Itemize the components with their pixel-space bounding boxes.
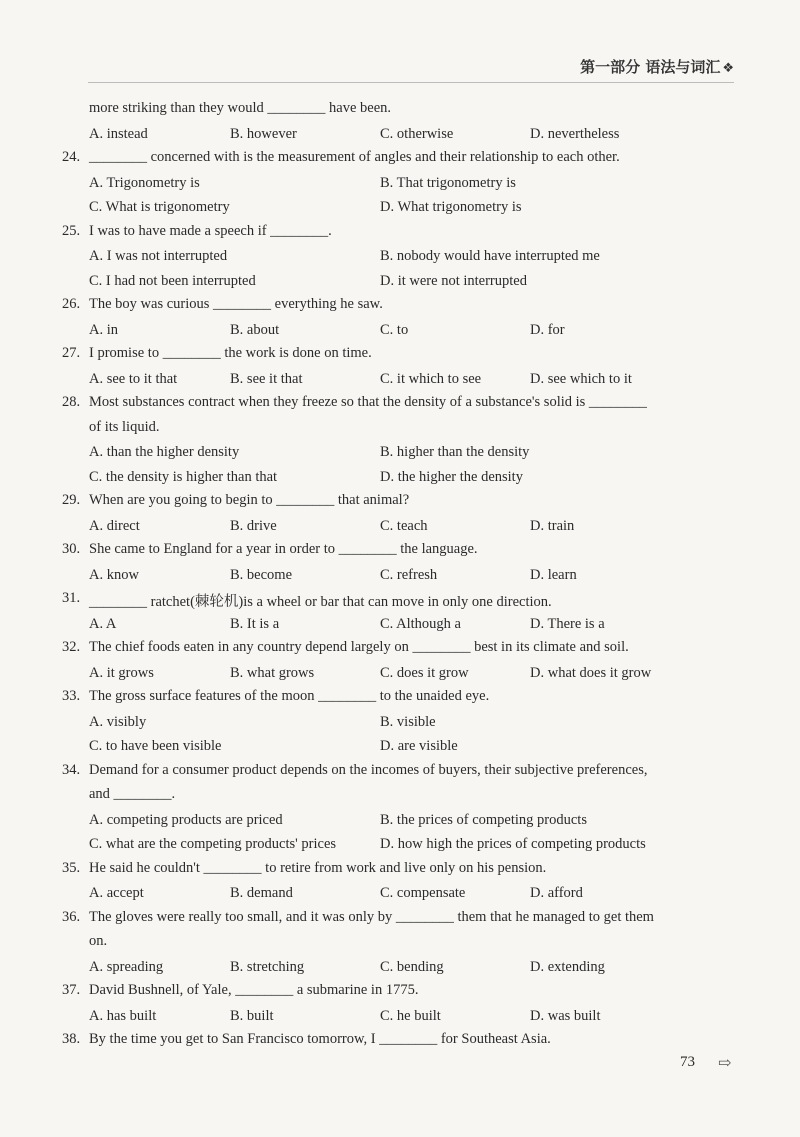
answer-option: A. than the higher density [89, 444, 240, 460]
answer-option: B. It is a [230, 615, 280, 632]
question-number: 36. [62, 908, 81, 925]
answer-option: C. he built [380, 1007, 441, 1024]
question-text: I promise to ________ the work is done on time. [89, 345, 372, 361]
answer-option: B. the prices of competing products [380, 811, 587, 828]
answer-option: B. built [230, 1007, 274, 1024]
answer-option: B. demand [230, 885, 293, 901]
answer-option: A. visibly [89, 713, 147, 730]
answer-option: A. it grows [89, 664, 154, 681]
question-number: 32. [62, 639, 81, 655]
answer-option: C. to have been visible [89, 738, 222, 754]
question-text: I was to have made a speech if ________. [89, 222, 332, 239]
section-title [580, 56, 734, 77]
question-text-continued: more striking than they would ________ have been. [89, 100, 392, 116]
answer-option: B. however [230, 125, 297, 142]
option-row [0, 809, 800, 834]
question-line [0, 147, 800, 172]
answer-option: B. what grows [230, 664, 315, 681]
option-row [0, 613, 800, 638]
option-row [0, 515, 800, 540]
question-number: 31. [62, 590, 81, 606]
option-row [0, 662, 800, 687]
question-text-continued: and ________. [89, 786, 176, 802]
answer-option: B. visible [380, 713, 436, 730]
question-text-continued: on. [89, 933, 108, 949]
question-number: 27. [62, 345, 81, 361]
section-title-text: 第一部分 语法与词汇 [580, 58, 721, 76]
question-number: 28. [62, 394, 81, 410]
question-text: Most substances contract when they freeze so that the density of a substance's solid is ________ [89, 394, 647, 410]
answer-option: A. A [89, 615, 117, 632]
question-line [0, 294, 800, 319]
question-line [0, 1029, 800, 1054]
answer-option: A. spreading [89, 958, 164, 975]
option-row [0, 466, 800, 491]
question-text: The boy was curious ________ everything he saw. [89, 296, 383, 312]
answer-option: C. What is trigonometry [89, 199, 230, 215]
question-line [0, 637, 800, 662]
question-number: 37. [62, 982, 81, 998]
answer-option: B. drive [230, 517, 277, 534]
question-line [0, 392, 800, 417]
answer-option: C. does it grow [380, 664, 469, 681]
answer-option: C. teach [380, 517, 428, 534]
answer-option: B. stretching [230, 958, 305, 975]
question-text: The chief foods eaten in any country depend largely on ________ best in its climate and soil. [89, 639, 629, 655]
answer-option: D. the higher the density [380, 468, 523, 485]
question-text: ________ concerned with is the measurement of angles and their relationship to each other. [89, 149, 620, 165]
answer-option: D. was built [530, 1007, 601, 1024]
question-line [0, 588, 800, 613]
option-row [0, 882, 800, 907]
answer-option: D. extending [530, 958, 605, 975]
question-number: 38. [62, 1031, 81, 1047]
answer-option: D. it were not interrupted [380, 272, 527, 289]
question-number: 34. [62, 761, 81, 778]
question-text: The gloves were really too small, and it was only by ________ them that he managed to get them [89, 908, 654, 925]
question-number: 33. [62, 688, 81, 704]
answer-option: D. afford [530, 885, 583, 901]
question-continuation [0, 784, 800, 809]
answer-option: C. refresh [380, 566, 438, 583]
answer-option: D. What trigonometry is [380, 199, 522, 215]
question-text: When are you going to begin to ________ that animal? [89, 492, 410, 508]
question-line [0, 858, 800, 883]
question-continuation [0, 417, 800, 442]
option-row [0, 1005, 800, 1030]
answer-option: B. higher than the density [380, 444, 530, 460]
option-row [0, 833, 800, 858]
option-row [0, 441, 800, 466]
answer-option: D. learn [530, 566, 577, 583]
answer-option: A. competing products are priced [89, 811, 283, 828]
option-row [0, 368, 800, 393]
question-number: 35. [62, 859, 81, 876]
answer-option: C. compensate [380, 885, 466, 901]
answer-option: D. what does it grow [530, 664, 652, 681]
question-number: 29. [62, 492, 81, 508]
question-text: He said he couldn't ________ to retire from work and live only on his pension. [89, 859, 547, 876]
answer-option: A. know [89, 566, 139, 583]
next-page-arrow-icon: ⇨ [718, 1055, 732, 1072]
answer-option: C. I had not been interrupted [89, 272, 256, 289]
answer-option: B. become [230, 566, 293, 583]
question-text: The gross surface features of the moon ________ to the unaided eye. [89, 688, 490, 704]
question-text: David Bushnell, of Yale, ________ a submarine in 1775. [89, 982, 419, 998]
answer-option: C. it which to see [380, 370, 482, 387]
question-line [0, 539, 800, 564]
answer-option: A. see to it that [89, 370, 178, 387]
answer-option: A. direct [89, 517, 140, 534]
option-row [0, 956, 800, 981]
question-line [0, 490, 800, 515]
answer-option: D. train [530, 517, 575, 534]
answer-option: A. in [89, 321, 118, 338]
question-line [0, 686, 800, 711]
answer-option: A. Trigonometry is [89, 174, 200, 191]
answer-option: D. see which to it [530, 370, 632, 387]
answer-option: D. are visible [380, 738, 458, 754]
question-line [0, 980, 800, 1005]
answer-option: D. for [530, 321, 565, 338]
question-text: ________ ratchet(棘轮机)is a wheel or bar that can move in only one direction. [89, 594, 552, 610]
question-line [0, 760, 800, 785]
answer-option: D. There is a [530, 615, 605, 632]
question-continuation [0, 931, 800, 956]
question-line [0, 343, 800, 368]
question-number: 24. [62, 149, 81, 165]
option-row [0, 196, 800, 221]
answer-option: D. how high the prices of competing products [380, 836, 646, 852]
question-line [0, 221, 800, 246]
question-text: By the time you get to San Francisco tomorrow, I ________ for Southeast Asia. [89, 1031, 551, 1047]
answer-option: C. otherwise [380, 125, 454, 142]
option-row [0, 319, 800, 344]
option-row [0, 735, 800, 760]
option-row [0, 270, 800, 295]
answer-option: B. see it that [230, 370, 303, 387]
answer-option: C. what are the competing products' prices [89, 836, 337, 852]
question-continuation [0, 98, 800, 123]
answer-option: D. nevertheless [530, 125, 620, 142]
question-text: She came to England for a year in order to ________ the language. [89, 541, 478, 557]
page-header [88, 52, 734, 83]
option-row [0, 172, 800, 197]
option-row [0, 245, 800, 270]
option-row [0, 123, 800, 148]
diamond-ornament-icon: ❖ [722, 61, 734, 76]
answer-option: A. accept [89, 885, 144, 901]
option-row [0, 564, 800, 589]
question-number: 25. [62, 222, 81, 239]
answer-option: A. I was not interrupted [89, 248, 228, 264]
question-text-continued: of its liquid. [89, 418, 160, 435]
option-row [0, 711, 800, 736]
page-number: 73 [680, 1054, 695, 1070]
answer-option: C. bending [380, 958, 444, 975]
answer-option: C. to [380, 321, 409, 338]
question-line [0, 907, 800, 932]
answer-option: A. has built [89, 1007, 157, 1024]
answer-option: C. Although a [380, 615, 461, 632]
question-number: 26. [62, 296, 81, 312]
question-number: 30. [62, 541, 81, 557]
answer-option: B. That trigonometry is [380, 174, 516, 191]
question-text: Demand for a consumer product depends on the incomes of buyers, their subjective preferences, [89, 761, 648, 778]
answer-option: B. nobody would have interrupted me [380, 248, 600, 264]
answer-option: C. the density is higher than that [89, 468, 278, 485]
answer-option: B. about [230, 321, 280, 338]
answer-option: A. instead [89, 125, 148, 142]
question-list [0, 98, 800, 1054]
